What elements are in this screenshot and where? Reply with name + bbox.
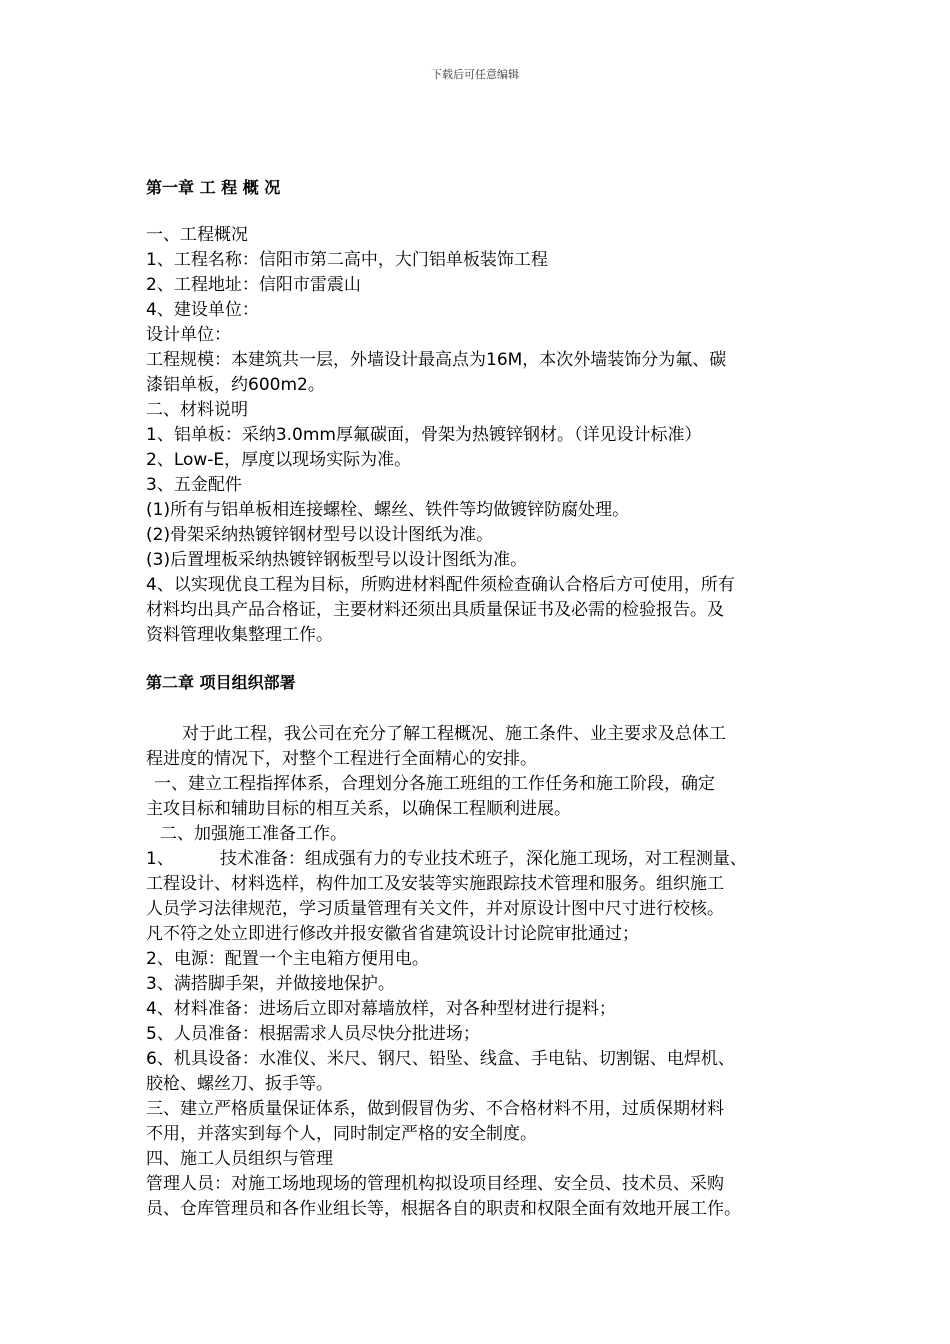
paragraph-line: 胶枪、螺丝刀、扳手等。 <box>146 1074 333 1094</box>
spacer <box>146 648 814 669</box>
paragraph-line: 管理人员：对施工场地现场的管理机构拟设项目经理、安全员、技术员、采购 <box>146 1174 724 1194</box>
chapter2-title: 第二章 项目组织部署 <box>146 673 296 692</box>
paragraph-line: 主攻目标和辅助目标的相互关系，以确保工程顺利进展。 <box>146 799 571 819</box>
list-item <box>146 847 814 872</box>
paragraph-line: 二、加强施工准备工作。 <box>160 824 347 844</box>
paragraph-line: 1、工程名称：信阳市第二高中，大门铝单板装饰工程 <box>146 250 548 270</box>
paragraph-line: 一、建立工程指挥体系，合理划分各施工班组的工作任务和施工阶段，确定 <box>154 774 715 794</box>
page-header: 下载后可任意编辑 <box>431 68 519 81</box>
paragraph-line: 2、工程地址：信阳市雷震山 <box>146 275 361 295</box>
paragraph-line: 对于此工程，我公司在充分了解工程概况、施工条件、业主要求及总体工 <box>182 724 726 744</box>
paragraph-line: 凡不符之处立即进行修改并报安徽省省建筑设计讨论院审批通过； <box>146 924 639 944</box>
list-item-number: 1、 <box>146 849 174 869</box>
paragraph-line: 人员学习法律规范，学习质量管理有关文件，并对原设计图中尺寸进行校核。 <box>146 899 724 919</box>
paragraph-line: 工程规模：本建筑共一层，外墙设计最高点为16M，本次外墙装饰分为氟、碳 <box>146 350 727 370</box>
paragraph-line: 漆铝单板，约600m2。 <box>146 375 325 395</box>
paragraph-line: 一、工程概况 <box>146 225 248 245</box>
paragraph-line: 材料均出具产品合格证，主要材料还须出具质量保证书及必需的检验报告。及 <box>146 600 724 620</box>
paragraph-line: 2、电源：配置一个主电箱方便用电。 <box>146 949 429 969</box>
document-body <box>146 174 814 1222</box>
list-item-text: 技术准备：组成强有力的专业技术班子，深化施工现场，对工程测量、 <box>219 849 747 869</box>
paragraph-line: (2)骨架采纳热镀锌钢材型号以设计图纸为准。 <box>146 525 494 545</box>
paragraph-line: 2、Low-E，厚度以现场实际为准。 <box>146 450 412 470</box>
chapter2-body <box>146 722 814 1222</box>
paragraph-line: 员、仓库管理员和各作业组长等，根据各自的职责和权限全面有效地开展工作。 <box>146 1199 741 1219</box>
paragraph-line: 程进度的情况下，对整个工程进行全面精心的安排。 <box>146 749 537 769</box>
spacer <box>146 202 814 223</box>
paragraph-line: 三、建立严格质量保证体系，做到假冒伪劣、不合格材料不用，过质保期材料 <box>146 1099 724 1119</box>
chapter1-title: 第一章 工 程 概 况 <box>146 178 281 197</box>
paragraph-line: 四、施工人员组织与管理 <box>146 1149 333 1169</box>
paragraph-line: (3)后置埋板采纳热镀锌钢板型号以设计图纸为准。 <box>146 550 528 570</box>
paragraph-line: 1、铝单板：采纳3.0mm厚氟碳面，骨架为热镀锌钢材。（详见设计标准） <box>146 425 702 445</box>
paragraph-line: 6、机具设备：水准仪、米尺、钢尺、铅坠、线盒、手电钻、切割锯、电焊机、 <box>146 1049 735 1069</box>
spacer <box>146 697 814 722</box>
paragraph-line: 不用，并落实到每个人，同时制定严格的安全制度。 <box>146 1124 537 1144</box>
paragraph-line: 3、满搭脚手架，并做接地保护。 <box>146 974 395 994</box>
paragraph-line: 4、建设单位： <box>146 300 259 320</box>
paragraph-line: 4、以实现优良工程为目标，所购进材料配件须检查确认合格后方可使用，所有 <box>146 575 735 595</box>
paragraph-line: 资料管理收集整理工作。 <box>146 625 333 645</box>
paragraph-line: (1)所有与铝单板相连接螺栓、螺丝、铁件等均做镀锌防腐处理。 <box>146 500 630 520</box>
paragraph-line: 5、人员准备：根据需求人员尽快分批进场； <box>146 1024 480 1044</box>
chapter1-body <box>146 223 814 648</box>
paragraph-line: 3、五金配件 <box>146 475 242 495</box>
paragraph-line: 工程设计、材料选样，构件加工及安装等实施跟踪技术管理和服务。组织施工 <box>146 874 724 894</box>
paragraph-line: 设计单位： <box>146 325 231 345</box>
paragraph-line: 4、材料准备：进场后立即对幕墙放样，对各种型材进行提料； <box>146 999 616 1019</box>
paragraph-line: 二、材料说明 <box>146 400 248 420</box>
